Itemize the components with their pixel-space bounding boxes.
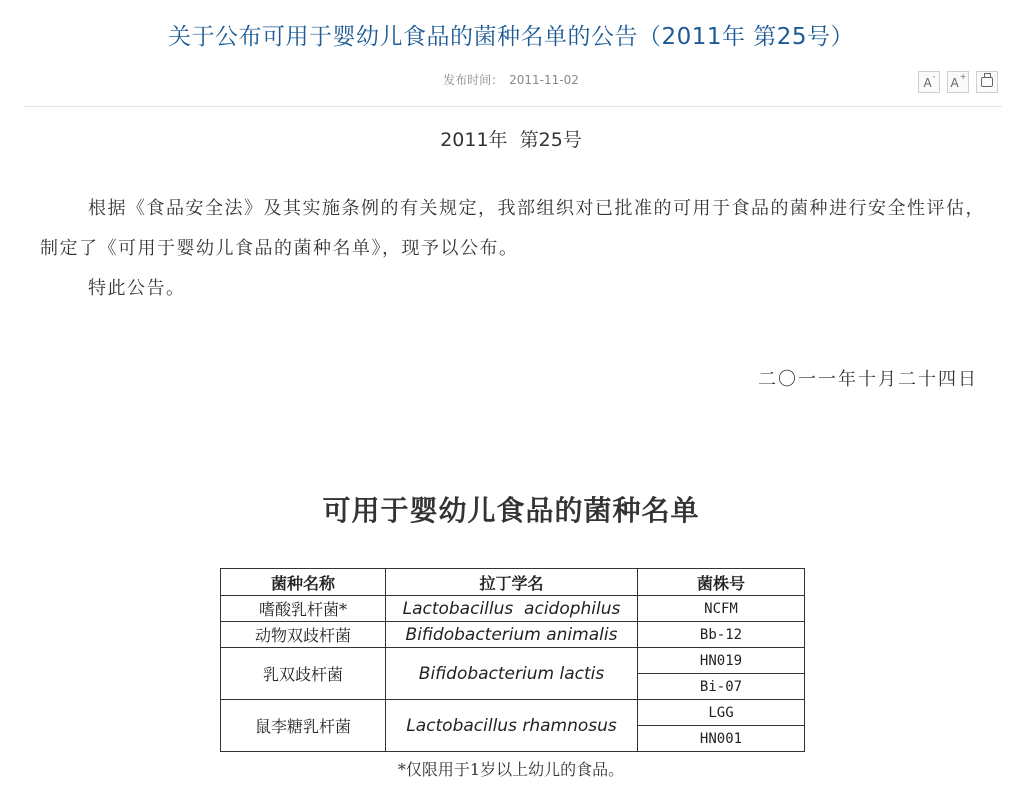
column-header-name: 菌种名称 bbox=[221, 569, 386, 596]
document-number: 2011年 第25号 bbox=[440, 129, 582, 151]
print-button[interactable] bbox=[976, 71, 998, 93]
strain-code-cell: HN019 bbox=[638, 648, 805, 674]
publish-label: 发布时间： bbox=[443, 73, 504, 87]
latin-name-cell: Lactobacillus acidophilus bbox=[386, 596, 638, 622]
table-footnote: *仅限用于1岁以上幼儿的食品。 bbox=[397, 760, 625, 779]
strain-code-cell: HN001 bbox=[638, 726, 805, 752]
column-header-latin: 拉丁学名 bbox=[386, 569, 638, 596]
reading-tools bbox=[918, 71, 998, 93]
strain-name-cell: 乳双歧杆菌 bbox=[221, 648, 386, 700]
font-increase-icon: A+ bbox=[950, 71, 967, 90]
strain-name-cell: 鼠李糖乳杆菌 bbox=[221, 700, 386, 752]
printer-icon bbox=[981, 77, 993, 87]
font-increase-button[interactable] bbox=[947, 71, 969, 93]
latin-name-cell: Lactobacillus rhamnosus bbox=[386, 700, 638, 752]
font-decrease-button[interactable] bbox=[918, 71, 940, 93]
strain-name-cell: 动物双歧杆菌 bbox=[221, 622, 386, 648]
strain-code-cell: Bi-07 bbox=[638, 674, 805, 700]
table-row bbox=[221, 648, 805, 674]
closing-paragraph: 特此公告。 bbox=[88, 278, 186, 299]
header-divider bbox=[24, 106, 1002, 107]
latin-name-cell: Bifidobacterium animalis bbox=[386, 622, 638, 648]
publish-meta bbox=[0, 71, 1022, 88]
table-row bbox=[221, 596, 805, 622]
strain-code-cell: Bb-12 bbox=[638, 622, 805, 648]
notice-paragraph: 根据《食品安全法》及其实施条例的有关规定，我部组织对已批准的可用于食品的菌种进行安全性评估，制定了《可用于婴幼儿食品的菌种名单》，现予以公布。 bbox=[40, 198, 985, 259]
table-row bbox=[221, 700, 805, 726]
column-header-strain: 菌株号 bbox=[638, 569, 805, 596]
latin-name-cell: Bifidobacterium lactis bbox=[386, 648, 638, 700]
table-row bbox=[221, 622, 805, 648]
strain-table bbox=[220, 568, 805, 752]
page-title: 关于公布可用于婴幼儿食品的菌种名单的公告（2011年 第25号） bbox=[167, 24, 855, 50]
strain-name-cell: 嗜酸乳杆菌* bbox=[221, 596, 386, 622]
font-decrease-icon: A- bbox=[923, 71, 936, 90]
strain-code-cell: LGG bbox=[638, 700, 805, 726]
list-title: 可用于婴幼儿食品的菌种名单 bbox=[322, 494, 700, 527]
issue-date: 二〇一一年十月二十四日 bbox=[758, 369, 978, 390]
table-header-row bbox=[221, 569, 805, 596]
strain-code-cell: NCFM bbox=[638, 596, 805, 622]
publish-date: 2011-11-02 bbox=[509, 73, 579, 87]
